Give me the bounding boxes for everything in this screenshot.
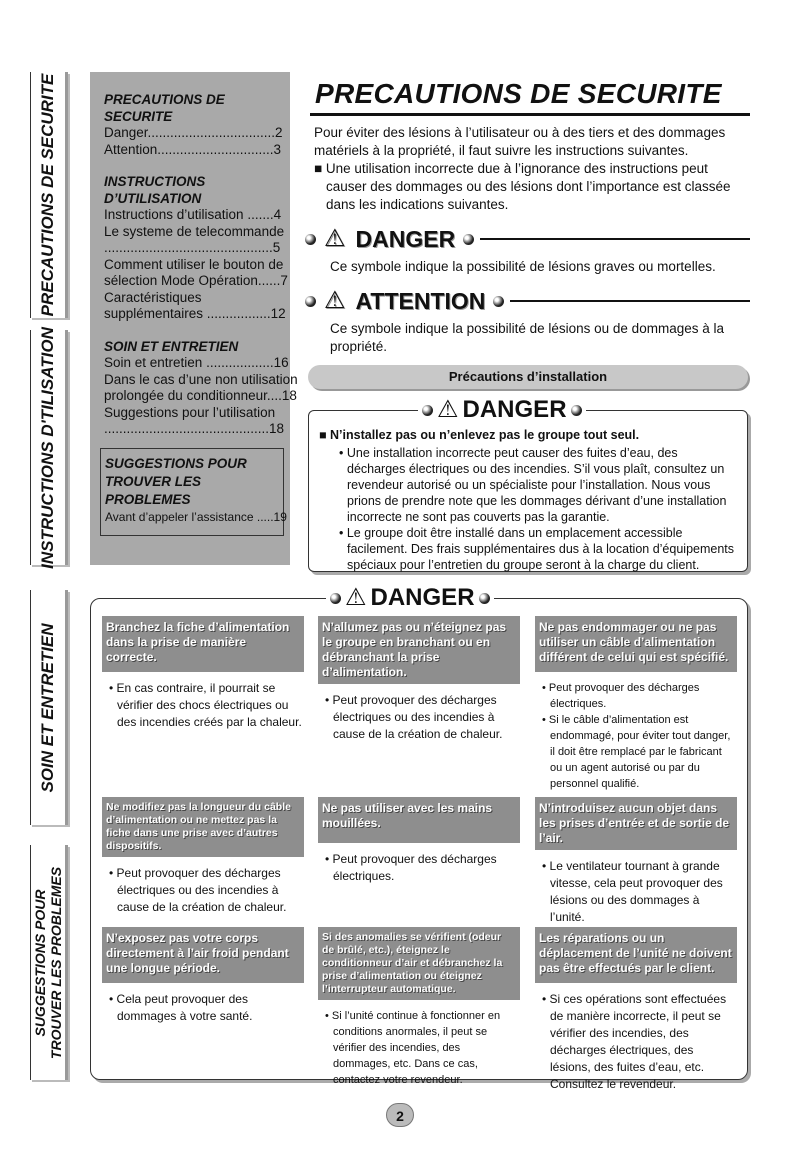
toc-item[interactable]: sélection Mode Opération......7 (104, 273, 288, 288)
toc-heading: PRECAUTIONS DE SECURITE (104, 92, 225, 124)
danger-item-body (318, 684, 520, 743)
danger-item (535, 927, 737, 1093)
toc-item[interactable]: Attention...............................3 (104, 141, 282, 157)
tab-soin[interactable] (30, 590, 68, 825)
table-of-contents (90, 72, 298, 565)
danger-item-body (535, 672, 737, 792)
tab-instructions[interactable] (30, 326, 68, 569)
toc-item[interactable]: Dans le cas d’une non utilisation (104, 371, 298, 387)
toc-item[interactable]: supplémentaires .................12 (104, 306, 286, 321)
danger-item (318, 797, 520, 885)
bullet-icon (305, 234, 316, 245)
danger-item-bullet: • Le ventilateur tournant à grande vitesse, cela peut provoquer des lésions ou des dommages à l’unité. (542, 859, 723, 924)
install-bullet: • Le groupe doit être installé dans un emplacement accessible facilement. Des frais supplémentaires dus à la location d’équipements spéciaux pour l’entretien du groupe seront à la charge du client. (339, 526, 735, 572)
danger-item-body (535, 850, 737, 926)
toc-item[interactable]: Soin et entretien ..................16 (104, 355, 289, 370)
attention-description: Ce symbole indique la possibilité de lésions ou de dommages à la propriété. (330, 321, 724, 354)
danger-label: DANGER (355, 225, 456, 252)
install-bullet: • Une installation incorrecte peut causer des fuites d’eau, des décharges électriques ou des incendies. S’il vous plaît, consultez un revendeur autorisé ou un spécialiste pour l’installation. Nous vous prions de prendre note que les dommages dérivant d’une installation incorrecte ne sont pas couverts pas la garantie. (339, 446, 727, 524)
danger-item-heading: Ne pas utiliser avec les mains mouillées. (318, 797, 520, 843)
toc-item[interactable]: prolongée du conditionneur....18 (104, 388, 297, 403)
toc-item[interactable]: Danger..................................2 (104, 125, 283, 140)
danger-item-body (535, 983, 737, 1093)
danger-item (318, 616, 520, 743)
danger-item (535, 616, 737, 792)
tab-label: SUGGESTIONS POUR TROUVER LES PROBLEMES (32, 866, 64, 1059)
danger-item (102, 927, 304, 1025)
bullet-icon (493, 296, 504, 307)
toc-heading: SUGGESTIONS POUR TROUVER LES PROBLEMES (105, 455, 247, 507)
danger-label: DANGER (462, 396, 567, 423)
install-heading: ■ N’installez pas ou n’enlevez pas le groupe tout seul. (319, 428, 640, 442)
bullet-icon (305, 296, 316, 307)
danger-item-heading: Branchez la fiche d’alimentation dans la prise de manière correcte. (102, 616, 304, 672)
danger-item-heading: Ne pas endommager ou ne pas utiliser un câble d’alimentation différent de celui qui est spécifié. (535, 616, 737, 672)
danger-item-bullet: • Cela peut provoquer des dommages à votre santé. (109, 992, 253, 1023)
danger-item (102, 797, 304, 916)
toc-item[interactable]: Avant d’appeler l’assistance .....19 (105, 509, 287, 524)
danger-item-bullet: • Peut provoquer des décharges électriques. (542, 682, 700, 710)
bullet-icon (463, 234, 474, 245)
warning-triangle-icon: ⚠ (437, 396, 459, 423)
danger-item-heading: N’introduisez aucun objet dans les prises d’entrée et de sortie de l’air. (535, 797, 737, 850)
danger-label: DANGER (370, 584, 475, 611)
danger-item-body (102, 672, 304, 731)
warning-triangle-icon: ⚠ (324, 225, 346, 252)
intro (314, 124, 750, 214)
danger-item-bullet: • Peut provoquer des décharges électriques ou des incendies à cause de la création de chaleur. (325, 693, 503, 741)
warning-triangle-icon: ⚠ (345, 584, 367, 611)
intro-bullet: ■ Une utilisation incorrecte due à l’ignorance des instructions peut causer des dommages ou des lésions dont l’importance est classée dans les indications suivantes. (314, 161, 731, 212)
danger-item-body (318, 1000, 520, 1088)
tab-label: SOIN ET ENTRETIEN (38, 622, 57, 793)
toc-item[interactable]: .............................................5 (104, 240, 281, 255)
danger-item-bullet: • Si l’unité continue à fonctionner en conditions anormales, il peut se vérifier des incendies, des dommages, etc. Dans ce cas, contactez votre revendeur. (325, 1010, 501, 1086)
danger-item (535, 797, 737, 926)
tab-label: PRECAUTIONS DE SECURITE (38, 73, 57, 317)
toc-heading: INSTRUCTIONS D’UTILISATION (104, 174, 206, 206)
install-section-title: Précautions d’installation (308, 365, 748, 389)
danger-item-heading: N’exposez pas votre corps directement à l’air froid pendant une longue période. (102, 927, 304, 983)
danger-item-bullet: • Si ces opérations sont effectuées de manière incorrecte, il peut se vérifier des incendies, des décharges électriques, des lésions, des fuites d’eau, etc. Consultez le revendeur. (542, 992, 727, 1091)
toc-heading: SOIN ET ENTRETIEN (104, 338, 239, 354)
tab-suggestions[interactable] (30, 845, 68, 1080)
toc-items (104, 125, 288, 158)
danger-item (318, 927, 520, 1088)
tab-label: INSTRUCTIONS D'TILISATION (38, 326, 57, 569)
toc-item[interactable]: Comment utiliser le bouton de (104, 256, 284, 272)
danger-item-bullet: • En cas contraire, il pourrait se vérifier des chocs électriques ou des incendies créés par la chaleur. (109, 681, 302, 729)
intro-text: Pour éviter des lésions à l’utilisateur ou à des tiers et des dommages matériels à la propriété, il faut suivre les instructions suivantes. (314, 125, 726, 158)
danger-item-heading: Ne modifiez pas la longueur du câble d’alimentation ou ne mettez pas la fiche dans une prise avec d’autres dispositifs. (102, 797, 304, 857)
warning-triangle-icon: ⚠ (324, 287, 346, 314)
danger-item-bullet: • Si le câble d’alimentation est endommagé, pour éviter tout danger, il doit être remplacé par le fabricant ou un agent autorisé ou par du personnel qualifié. (542, 714, 731, 790)
install-danger-box (308, 410, 748, 572)
danger-item-bullet: • Peut provoquer des décharges électriques ou des incendies à cause de la création de chaleur. (109, 866, 287, 914)
toc-item[interactable]: Instructions d’utilisation .......4 (104, 207, 282, 222)
danger-item-bullet: • Peut provoquer des décharges électriques. (325, 852, 497, 883)
page-title: PRECAUTIONS DE SECURITE (315, 78, 722, 109)
danger-item-body (102, 983, 304, 1025)
danger-description: Ce symbole indique la possibilité de lésions graves ou mortelles. (330, 259, 716, 274)
attention-label: ATTENTION (355, 287, 486, 314)
danger-item (102, 616, 304, 731)
title-underline (310, 113, 750, 116)
danger-item-body (318, 843, 520, 885)
toc-item[interactable]: Suggestions pour l’utilisation (104, 404, 276, 420)
toc-item[interactable]: ............................................18 (104, 421, 285, 436)
toc-item[interactable]: Le systeme de telecommande (104, 223, 285, 239)
danger-item-heading: Si des anomalies se vérifient (odeur de brûlé, etc.), éteignez le conditionneur d’air et débranchez la prise d’alimentation ou éteignez l’interrupteur automatique. (318, 927, 520, 1000)
page-number: 2 (386, 1103, 414, 1127)
tab-precautions[interactable] (30, 72, 68, 318)
toc-suggestions-box (100, 448, 287, 537)
toc-item[interactable]: Caractéristiques (104, 289, 202, 305)
danger-item-heading: Les réparations ou un déplacement de l’unité ne doivent pas être effectués par le client. (535, 927, 737, 983)
danger-header (305, 224, 750, 254)
attention-header (305, 286, 750, 316)
danger-item-heading: N’allumez pas ou n’éteignez pas le groupe en branchant ou en débranchant la prise d’alimentation. (318, 616, 520, 684)
grid-danger-caption (326, 585, 494, 611)
danger-item-body (102, 857, 304, 916)
install-danger-caption (418, 397, 586, 423)
